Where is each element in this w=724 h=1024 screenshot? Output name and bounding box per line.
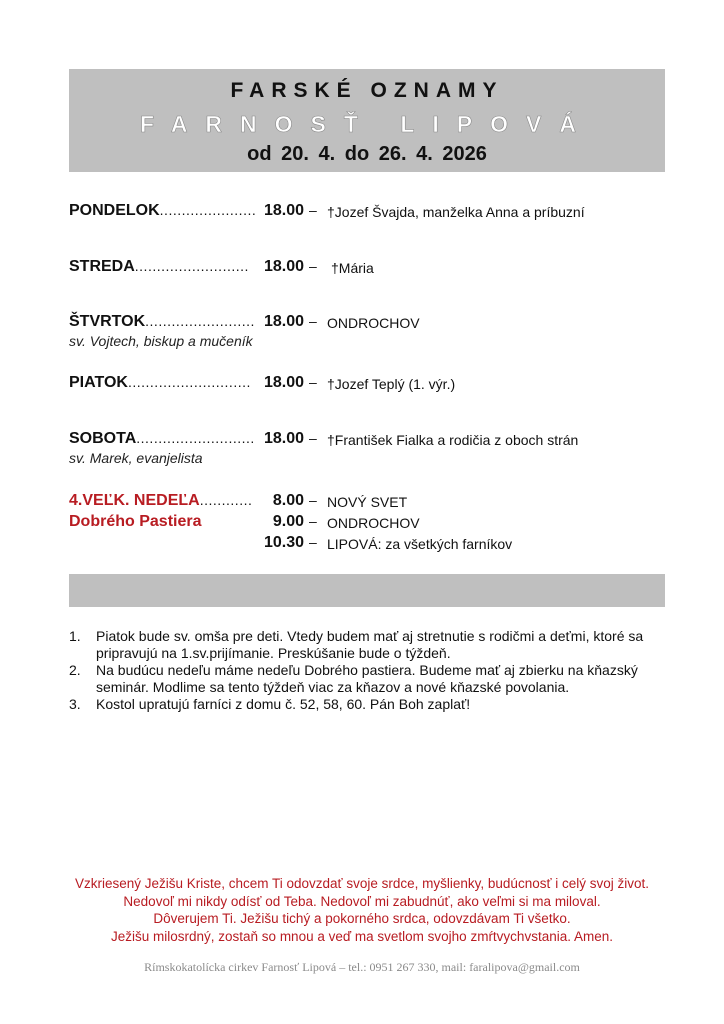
announcement-item (69, 662, 669, 696)
leader-dots: .......................... (134, 258, 249, 274)
dash: – (309, 513, 317, 529)
mass-time: 8.00 (272, 492, 304, 509)
announcement-number: 1. (69, 628, 81, 644)
day-label: STREDA (69, 258, 135, 275)
announcement-number: 3. (69, 696, 81, 712)
footer-contact: Rímskokatolícka cirkev Farnosť Lipová – tel.: 0951 267 330, mail: faralipova@gmail.com (144, 960, 580, 974)
leader-dots: ......................... (145, 313, 255, 329)
day-label: ŠTVRTOK (69, 313, 146, 330)
leader-dots: ............................ (127, 374, 251, 390)
mass-intention: †Jozef Teplý (1. výr.) (327, 376, 456, 392)
mass-time: 10.30 (263, 534, 304, 551)
dash: – (309, 374, 317, 390)
page-title: FARSKÉ OZNAMY (230, 79, 504, 102)
mass-intention: ONDROCHOV (327, 515, 420, 531)
mass-time: 18.00 (263, 258, 304, 275)
prayer-line: Vzkriesený Ježišu Kriste, chcem Ti odovzdať svoje srdce, myšlienky, budúcnosť i celý svoj život. (74, 876, 650, 891)
mass-time: 18.00 (263, 202, 304, 219)
leader-dots: ............ (199, 492, 253, 508)
dash: – (309, 258, 317, 274)
prayer-line: Nedovoľ mi nikdy odísť od Teba. Nedovoľ mi zabudnúť, ako veľmi si ma miloval. (123, 893, 601, 909)
day-label: PONDELOK (69, 202, 160, 219)
mass-intention: LIPOVÁ: za všetkých farníkov (327, 536, 513, 552)
announcement-item (69, 696, 669, 713)
leader-dots: ........................... (136, 430, 255, 446)
section-divider-bar (69, 574, 665, 607)
sunday-label: 4.VEĽK. NEDEĽA (69, 492, 200, 509)
dash: – (309, 534, 317, 550)
announcement-text: Na budúcu nedeľu máme nedeľu Dobrého pastiera. Budeme mať aj zbierku na kňazský seminár. Modlime sa tento týždeň viac za kňazov a nové kňazské povolania. (96, 662, 638, 695)
date-range: od 20. 4. do 26. 4. 2026 (247, 143, 487, 165)
mass-intention: ONDROCHOV (327, 315, 420, 331)
prayer-line: Dôverujem Ti. Ježišu tichý a pokorného srdca, odovzdávam Ti všetko. (153, 911, 571, 926)
header-box (69, 69, 665, 172)
announcement-text: Kostol upratujú farníci z domu č. 52, 58, 60. Pán Boh zaplať! (96, 696, 471, 712)
day-label: SOBOTA (69, 430, 137, 447)
leader-dots: ...................... (159, 202, 257, 218)
announcements-list (69, 628, 669, 713)
announcement-number: 2. (69, 662, 81, 678)
dash: – (309, 202, 317, 218)
feast-note: sv. Vojtech, biskup a mučeník (69, 333, 253, 349)
mass-time: 18.00 (263, 430, 304, 447)
prayer-line: Ježišu milosrdný, zostaň so mnou a veď ma svetlom svojho zmŕtvychvstania. Amen. (111, 928, 613, 944)
feast-note: sv. Marek, evanjelista (69, 450, 203, 466)
mass-intention: NOVÝ SVET (327, 494, 408, 510)
mass-intention: †František Fialka a rodičia z oboch strán (327, 432, 579, 448)
sunday-subtitle: Dobrého Pastiera (69, 513, 202, 530)
dash: – (309, 430, 317, 446)
mass-intention: †Jozef Švajda, manželka Anna a príbuzní (327, 204, 585, 220)
prayer-block (60, 875, 664, 945)
mass-time: 18.00 (263, 313, 304, 330)
dash: – (309, 492, 317, 508)
parish-name: FARNOSŤ LIPOVÁ (140, 111, 594, 137)
dash: – (309, 313, 317, 329)
mass-intention: †Mária (331, 260, 374, 276)
mass-time: 9.00 (272, 513, 304, 530)
day-label: PIATOK (69, 374, 128, 391)
announcement-text: Piatok bude sv. omša pre deti. Vtedy budem mať aj stretnutie s rodičmi a deťmi, ktoré sa pripravujú na 1.sv.prijímanie. Preskúšanie bude o týždeň. (96, 628, 644, 661)
announcement-item (69, 628, 669, 662)
mass-time: 18.00 (263, 374, 304, 391)
